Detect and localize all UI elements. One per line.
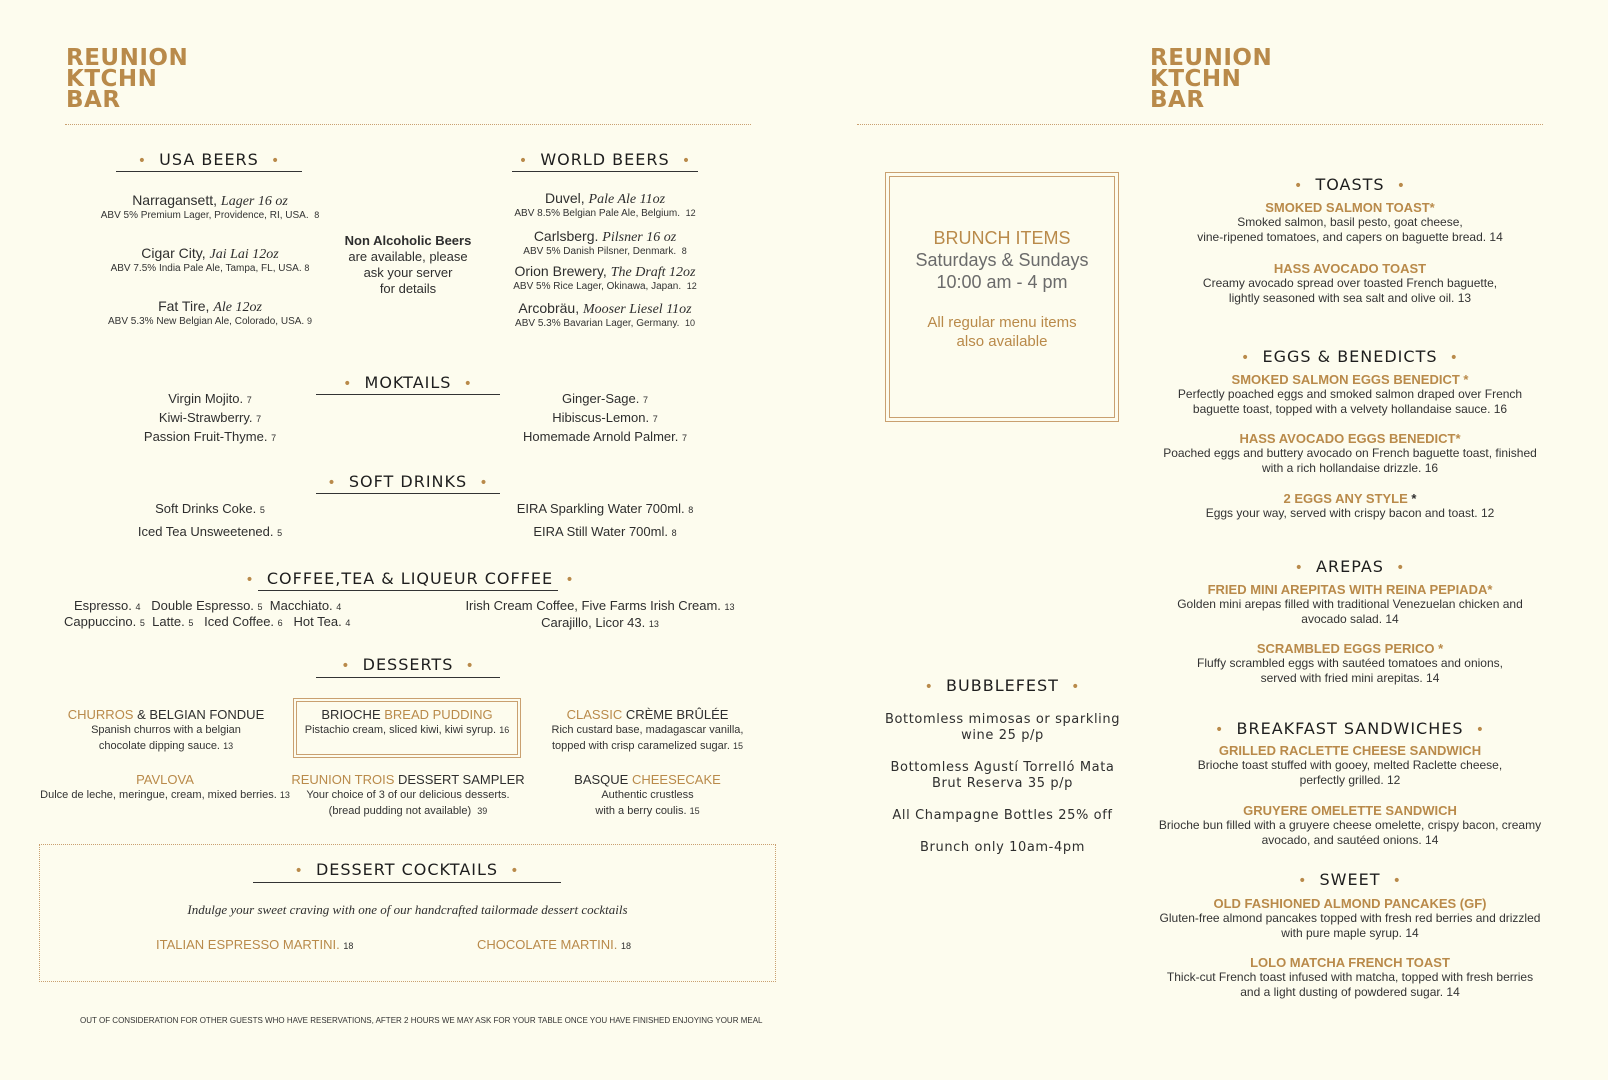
dessert-bread-pudding: BRIOCHE BREAD PUDDING Pistachio cream, sliced kiwi, kiwi syrup. 16 xyxy=(304,707,510,736)
section-underline xyxy=(512,171,698,172)
brand-logo-right: REUNION KTCHN BAR xyxy=(1150,45,1273,113)
section-title-sweet: • SWEET • xyxy=(1298,870,1402,889)
sweet-item: LOLO MATCHA FRENCH TOAST Thick-cut French toast infused with matcha, topped with fresh berries and a light dusting of powdered sugar. 14 xyxy=(1166,955,1534,999)
coffee-row-2: Cappuccino. 5 Latte. 5 Iced Coffee. 6 Hot Tea. 4 xyxy=(64,614,351,629)
footer-note: OUT OF CONSIDERATION FOR OTHER GUESTS WHO HAVE RESERVATIONS, AFTER 2 HOURS WE MAY ASK FOR YOUR TABLE ONCE YOU HAVE FINISHED ENJOYING YOUR MEAL xyxy=(80,1016,763,1025)
section-underline xyxy=(316,677,500,678)
section-title-soft-drinks: • SOFT DRINKS • xyxy=(327,472,489,491)
soft-drinks-right-list: EIRA Sparkling Water 700ml. 8 EIRA Still Water 700ml. 8 xyxy=(516,501,694,539)
section-underline xyxy=(316,394,500,395)
usa-beer-item: Cigar City, Jai Lai 12oz ABV 7.5% India Pale Ale, Tampa, FL, USA. 8 xyxy=(110,245,310,274)
dessert-cocktails-tagline: Indulge your sweet craving with one of our handcrafted tailormade dessert cocktails xyxy=(187,902,628,917)
header-divider-right xyxy=(857,124,1543,125)
usa-beer-item: Narragansett, Lager 16 oz ABV 5% Premium Lager, Providence, RI, USA. 8 xyxy=(100,192,320,221)
world-beer-item: Duvel, Pale Ale 11oz ABV 8.5% Belgian Pale Ale, Belgium. 12 xyxy=(514,190,696,219)
brunch-items-card: BRUNCH ITEMS Saturdays & Sundays 10:00 am - 4 pm All regular menu items also available xyxy=(915,228,1089,350)
cocktail-chocolate-martini: CHOCOLATE MARTINI. 18 xyxy=(477,937,632,952)
section-title-desserts: • DESSERTS • xyxy=(341,655,475,674)
arepas-item: SCRAMBLED EGGS PERICO * Fluffy scrambled eggs with sautéed tomatoes and onions, served with fried mini arepitas. 14 xyxy=(1197,641,1503,685)
section-title-arepas: • AREPAS • xyxy=(1294,557,1406,576)
section-title-toasts: • TOASTS • xyxy=(1294,175,1406,194)
dessert-creme-brulee: CLASSIC CRÈME BRÛLÉE Rich custard base, madagascar vanilla, topped with crisp caramelized sugar. 15 xyxy=(551,707,744,752)
moktails-left-list: Virgin Mojito. 7 Kiwi-Strawberry. 7 Passion Fruit-Thyme. 7 xyxy=(143,391,277,444)
dessert-pavlova: PAVLOVA Dulce de leche, meringue, cream, mixed berries. 13 xyxy=(40,772,290,801)
liqueur-coffee-list: Irish Cream Coffee, Five Farms Irish Cream. 13 Carajillo, Licor 43. 13 xyxy=(465,598,735,630)
section-title-world-beers: • WORLD BEERS • xyxy=(518,150,692,169)
section-title-coffee: • COFFEE,TEA & LIQUEUR COFFEE • xyxy=(245,569,575,588)
sweet-item: OLD FASHIONED ALMOND PANCAKES (GF) Gluten-free almond pancakes topped with fresh red berries and drizzled with pure maple syrup. 14 xyxy=(1159,896,1541,940)
section-underline xyxy=(258,590,558,591)
section-title-breakfast-sandwiches: • BREAKFAST SANDWICHES • xyxy=(1215,719,1485,738)
section-title-usa-beers: • USA BEERS • xyxy=(137,150,281,169)
eggs-item: SMOKED SALMON EGGS BENEDICT * Perfectly poached eggs and smoked salmon draped over French baguette toast, topped with a velvety hollandaise sauce. 16 xyxy=(1177,372,1523,416)
world-beer-item: Orion Brewery, The Draft 12oz ABV 5% Rice Lager, Okinawa, Japan. 12 xyxy=(513,263,697,292)
world-beer-item: Carlsberg. Pilsner 16 oz ABV 5% Danish Pilsner, Denmark. 8 xyxy=(523,228,687,257)
eggs-item: HASS AVOCADO EGGS BENEDICT* Poached eggs and buttery avocado on French baguette toast, finished with a rich hollandaise drizzle. 16 xyxy=(1163,431,1537,475)
toast-item: SMOKED SALMON TOAST* Smoked salmon, basil pesto, goat cheese, vine-ripened tomatoes, and capers on baguette bread. 14 xyxy=(1197,200,1503,244)
dessert-basque-cheesecake: BASQUE CHEESECAKE Authentic crustless with a berry coulis. 15 xyxy=(574,772,721,817)
moktails-right-list: Ginger-Sage. 7 Hibiscus-Lemon. 7 Homemade Arnold Palmer. 7 xyxy=(523,391,687,444)
header-divider-left xyxy=(65,124,751,125)
toast-item: HASS AVOCADO TOAST Creamy avocado spread over toasted French baguette, lightly seasoned with sea salt and olive oil. 13 xyxy=(1202,261,1498,305)
section-title-bubblefest: • BUBBLEFEST • xyxy=(924,676,1081,695)
dessert-trois-sampler: REUNION TROIS DESSERT SAMPLER Your choice of 3 of our delicious desserts. (bread pudding not available) 39 xyxy=(291,772,525,817)
cocktail-espresso-martini: ITALIAN ESPRESSO MARTINI. 18 xyxy=(156,937,354,952)
coffee-row-1: Espresso. 4 Double Espresso. 5 Macchiato. 4 xyxy=(74,598,342,613)
section-underline xyxy=(116,171,302,172)
usa-beer-item: Fat Tire, Ale 12oz ABV 5.3% New Belgian Ale, Colorado, USA. 9 xyxy=(107,298,312,327)
eggs-item: 2 EGGS ANY STYLE * Eggs your way, served with crispy bacon and toast. 12 xyxy=(1205,491,1495,520)
section-title-dessert-cocktails: • DESSERT COCKTAILS • xyxy=(294,860,520,879)
soft-drinks-left-list: Soft Drinks Coke. 5 Iced Tea Unsweetened. 5 xyxy=(137,501,283,539)
section-title-moktails: • MOKTAILS • xyxy=(343,373,473,392)
arepas-item: FRIED MINI AREPITAS WITH REINA PEPIADA* Golden mini arepas filled with traditional Venezuelan chicken and avocado salad. 14 xyxy=(1177,582,1523,626)
bubblefest-offers: Bottomless mimosas or sparkling wine 25 p/p Bottomless Agustí Torrelló Mata Brut Reserva 35 p/p All Champagne Bottles 25% off Brunch only 10am-4pm xyxy=(884,712,1121,855)
sandwich-item: GRILLED RACLETTE CHEESE SANDWICH Brioche toast stuffed with gooey, melted Raclette cheese, perfectly grilled. 12 xyxy=(1197,743,1503,787)
non-alcoholic-note: Non Alcoholic Beers are available, please ask your server for details xyxy=(344,233,472,296)
section-title-eggs-benedicts: • EGGS & BENEDICTS • xyxy=(1241,347,1459,366)
sandwich-item: GRUYERE OMELETTE SANDWICH Brioche bun filled with a gruyere cheese omelette, crispy bacon, creamy avocado, and sautéed onions. 14 xyxy=(1158,803,1542,847)
dessert-churros: CHURROS & BELGIAN FONDUE Spanish churros with a belgian chocolate dipping sauce. 13 xyxy=(67,707,265,752)
section-underline xyxy=(316,493,500,494)
world-beer-item: Arcobräu, Mooser Liesel 11oz ABV 5.3% Bavarian Lager, Germany. 10 xyxy=(515,300,695,329)
section-underline xyxy=(253,882,561,883)
brand-logo-left: REUNION KTCHN BAR xyxy=(66,45,189,113)
